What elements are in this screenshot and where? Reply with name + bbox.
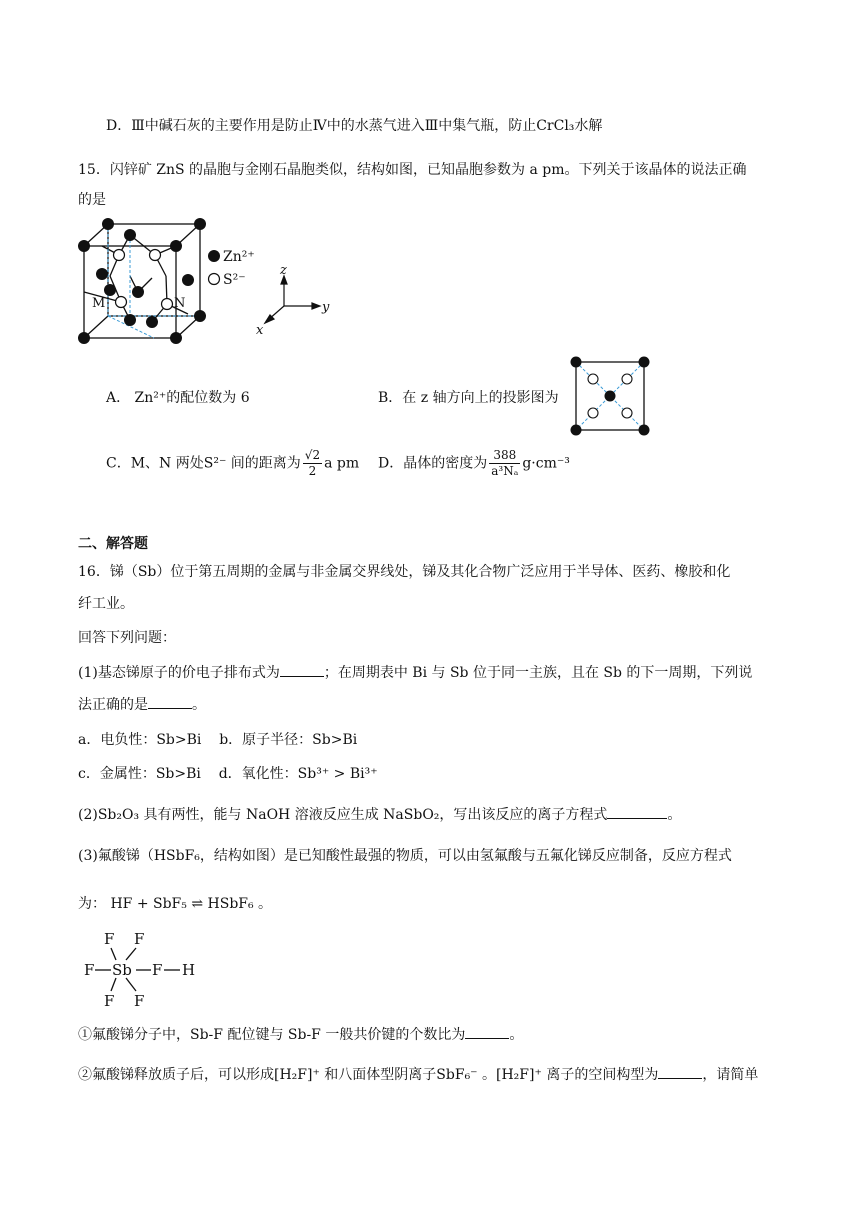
sub2-end: ，请简单 xyxy=(702,1067,759,1083)
q16-options-cd: c．金属性：Sb>Bi d．氧化性：Sb³⁺ > Bi³⁺ xyxy=(78,766,378,782)
axis-z: z xyxy=(280,263,287,278)
part2-end: 。 xyxy=(667,807,682,823)
option-d-text: D．晶体的密度为 xyxy=(378,455,488,472)
q16-prompt: 回答下列问题： xyxy=(78,630,176,646)
struct-f-bottom-right: F xyxy=(134,992,145,1010)
sub1-end: 。 xyxy=(509,1027,524,1043)
legend-zn: Zn²⁺ xyxy=(223,249,255,265)
z-projection-figure xyxy=(568,356,658,436)
axis-y: y xyxy=(322,300,330,315)
section-heading: 二、解答题 xyxy=(78,536,148,552)
option-c-text: C．M、N 两处S²⁻ 间的距离为 xyxy=(106,455,301,472)
q15-stem-line1: 15．闪锌矿 ZnS 的晶胞与金刚石晶胞类似，结构如图，已知晶胞参数为 a pm。下列关于该晶体的说法正确 xyxy=(78,162,747,178)
struct-f-bottom-left: F xyxy=(104,992,115,1010)
part1-text-a: (1)基态锑原子的价电子排布式为 xyxy=(78,665,280,681)
q16-sub1 xyxy=(78,1024,523,1045)
answer-blank[interactable] xyxy=(148,694,192,709)
q16-part3-line1: (3)氟酸锑（HSbF₆，结构如图）是已知酸性最强的物质，可以由氢氟酸与五氟化锑反应制备，反应方程式 xyxy=(78,848,732,864)
prev-option-d: D．Ⅲ中碱石灰的主要作用是防止Ⅳ中的水蒸气进入Ⅲ中集气瓶，防止CrCl₃水解 xyxy=(106,118,603,134)
part1-text-d: 。 xyxy=(192,697,206,713)
answer-blank[interactable] xyxy=(607,804,667,819)
option-c-denominator: 2 xyxy=(308,464,317,478)
q15-option-b: B．在 z 轴方向上的投影图为 xyxy=(378,390,559,406)
sub2-text: ②氟酸锑释放质子后，可以形成[H₂F]⁺ 和八面体型阴离子SbF₆⁻ 。[H₂F]⁺ 离子的空间构型为 xyxy=(78,1067,659,1083)
q16-part2 xyxy=(78,804,681,825)
q16-sub2 xyxy=(78,1064,758,1085)
option-d-denominator: a³Nₐ xyxy=(491,464,519,478)
part1-text-b: ；在周期表中 Bi 与 Sb 位于同一主族，且在 Sb 的下一周期，下列说 xyxy=(323,665,753,681)
q15-option-a: A． Zn²⁺的配位数为 6 xyxy=(106,390,250,406)
answer-blank[interactable] xyxy=(280,662,324,677)
part2-text: (2)Sb₂O₃ 具有两性，能与 NaOH 溶液反应生成 NaSbO₂，写出该反应的离子方程式 xyxy=(78,807,608,823)
struct-h: H xyxy=(182,961,196,979)
hsbf6-structure-figure xyxy=(80,928,220,1012)
q16-stem-line2: 纤工业。 xyxy=(78,596,134,612)
q16-options-ab: a．电负性：Sb>Bi b．原子半径：Sb>Bi xyxy=(78,732,358,748)
label-n: N xyxy=(174,296,186,311)
zns-unit-cell-figure xyxy=(72,218,352,348)
q16-part1-line2 xyxy=(78,694,206,715)
q16-part3-line2: 为： HF + SbF₅ ⇌ HSbF₆ 。 xyxy=(78,896,273,912)
q15-option-d xyxy=(378,448,570,479)
option-c-fraction xyxy=(303,448,322,479)
struct-sb: Sb xyxy=(112,961,132,979)
axis-x: x xyxy=(256,323,264,338)
q15-option-c xyxy=(106,448,359,479)
q16-part1-line1 xyxy=(78,662,752,683)
q16-stem-line1: 16．锑（Sb）位于第五周期的金属与非金属交界线处，锑及其化合物广泛应用于半导体、医药、橡胶和化 xyxy=(78,564,731,580)
answer-blank[interactable] xyxy=(465,1024,509,1039)
option-c-unit: a pm xyxy=(324,455,360,472)
struct-f-top-left: F xyxy=(104,930,115,948)
option-d-fraction xyxy=(489,448,520,479)
option-c-numerator: √2 xyxy=(304,448,321,462)
answer-blank[interactable] xyxy=(658,1064,702,1079)
label-m: M xyxy=(92,296,106,311)
struct-f-right: F xyxy=(152,961,163,979)
option-d-numerator: 388 xyxy=(489,448,520,464)
part1-text-c: 法正确的是 xyxy=(78,697,148,713)
option-d-unit: g·cm⁻³ xyxy=(522,455,570,472)
legend-s: S²⁻ xyxy=(223,272,246,288)
struct-f-left: F xyxy=(84,961,95,979)
q15-stem-line2: 的是 xyxy=(78,192,106,208)
sub1-text: ①氟酸锑分子中，Sb-F 配位键与 Sb-F 一般共价键的个数比为 xyxy=(78,1027,466,1043)
struct-f-top-right: F xyxy=(134,930,145,948)
